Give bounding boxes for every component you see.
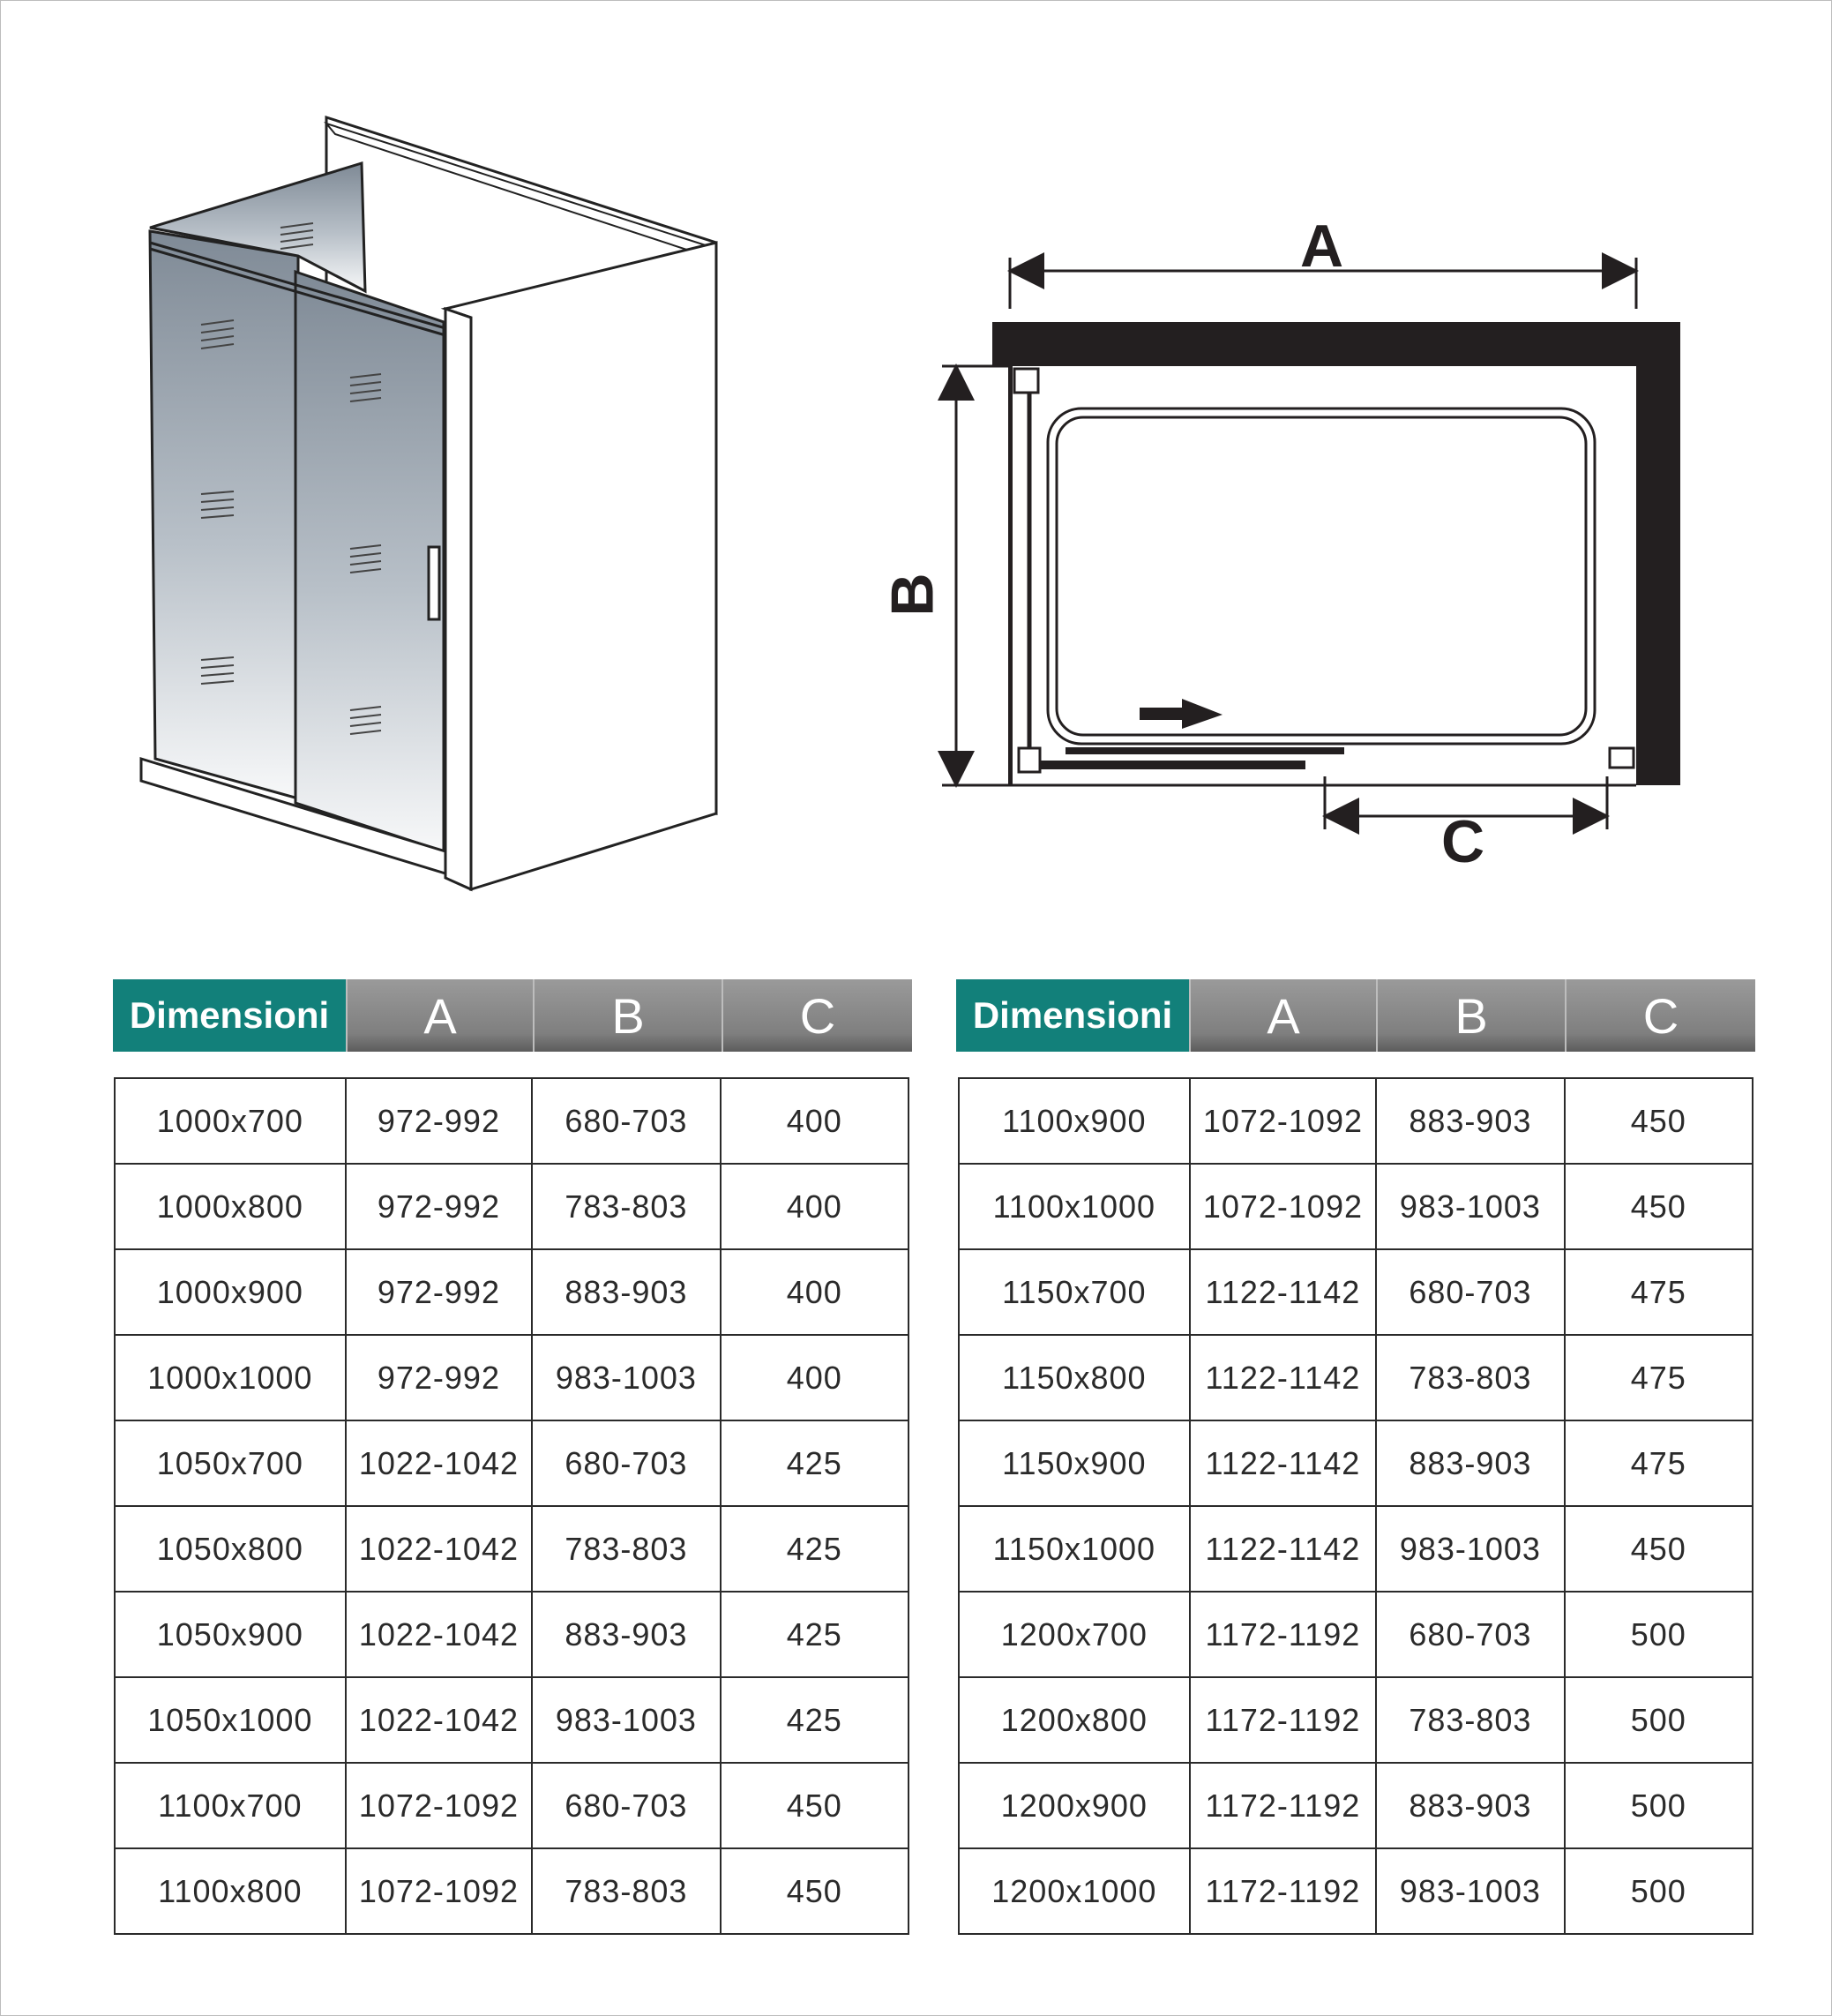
cell-c: 400 — [721, 1078, 909, 1164]
cell-b: 680-703 — [1376, 1249, 1564, 1335]
table-row — [115, 1078, 909, 1164]
dimensions-table-right — [956, 979, 1755, 1937]
dimension-b-label: B — [879, 573, 946, 617]
dimension-a-label: A — [1300, 213, 1344, 280]
cell-b: 983-1003 — [1376, 1848, 1564, 1934]
table-row — [115, 1420, 909, 1506]
table-row — [959, 1164, 1753, 1249]
cell-c: 400 — [721, 1249, 909, 1335]
cell-size: 1150x800 — [959, 1335, 1190, 1420]
header-dimensioni: Dimensioni — [956, 979, 1189, 1052]
cell-size: 1200x900 — [959, 1763, 1190, 1848]
cell-c: 400 — [721, 1164, 909, 1249]
door-handle — [429, 547, 439, 619]
table-header — [113, 979, 912, 1052]
table-row — [959, 1592, 1753, 1677]
dimension-c-label: C — [1441, 808, 1485, 875]
table-row — [959, 1677, 1753, 1763]
cell-b: 783-803 — [1376, 1677, 1564, 1763]
table-row — [959, 1506, 1753, 1592]
header-col-c: C — [722, 979, 912, 1052]
table-row — [115, 1335, 909, 1420]
table-row — [959, 1249, 1753, 1335]
cell-a: 1072-1092 — [346, 1763, 533, 1848]
cell-c: 500 — [1565, 1592, 1753, 1677]
cell-size: 1150x700 — [959, 1249, 1190, 1335]
plan-view-diagram — [891, 207, 1738, 887]
table-row — [115, 1164, 909, 1249]
cell-b: 783-803 — [532, 1848, 720, 1934]
cell-b: 680-703 — [1376, 1592, 1564, 1677]
cell-b: 883-903 — [1376, 1078, 1564, 1164]
cell-a: 1022-1042 — [346, 1506, 533, 1592]
cell-a: 1022-1042 — [346, 1420, 533, 1506]
cell-size: 1000x800 — [115, 1164, 346, 1249]
cell-size: 1000x900 — [115, 1249, 346, 1335]
cell-c: 475 — [1565, 1335, 1753, 1420]
cell-b: 783-803 — [1376, 1335, 1564, 1420]
cell-a: 1072-1092 — [346, 1848, 533, 1934]
cell-c: 500 — [1565, 1848, 1753, 1934]
table-row — [115, 1848, 909, 1934]
header-col-c: C — [1565, 979, 1755, 1052]
table-row — [115, 1763, 909, 1848]
cell-a: 1072-1092 — [1190, 1078, 1377, 1164]
wall-outline — [992, 322, 1680, 785]
cell-a: 1122-1142 — [1190, 1420, 1377, 1506]
cell-c: 500 — [1565, 1763, 1753, 1848]
cell-c: 450 — [721, 1763, 909, 1848]
cell-size: 1000x700 — [115, 1078, 346, 1164]
shower-tray-outline — [1048, 408, 1595, 744]
table-row — [115, 1677, 909, 1763]
cell-size: 1050x700 — [115, 1420, 346, 1506]
table-header — [956, 979, 1755, 1052]
fixed-panel-profile — [1014, 369, 1634, 772]
dimensions-grid-right — [958, 1077, 1753, 1935]
cell-c: 475 — [1565, 1249, 1753, 1335]
shower-enclosure-illustration — [132, 106, 732, 900]
header-col-b: B — [1376, 979, 1565, 1052]
cell-c: 425 — [721, 1420, 909, 1506]
cell-a: 972-992 — [346, 1164, 533, 1249]
cell-size: 1150x900 — [959, 1420, 1190, 1506]
cell-b: 680-703 — [532, 1078, 720, 1164]
table-row — [959, 1848, 1753, 1934]
cell-b: 983-1003 — [1376, 1164, 1564, 1249]
table-row — [959, 1078, 1753, 1164]
cell-size: 1000x1000 — [115, 1335, 346, 1420]
cell-a: 1122-1142 — [1190, 1335, 1377, 1420]
dimensions-grid-left — [114, 1077, 909, 1935]
cell-b: 883-903 — [532, 1592, 720, 1677]
cell-c: 450 — [1565, 1506, 1753, 1592]
header-dimensioni: Dimensioni — [113, 979, 346, 1052]
cell-b: 783-803 — [532, 1506, 720, 1592]
cell-a: 1072-1092 — [1190, 1164, 1377, 1249]
header-col-b: B — [533, 979, 722, 1052]
cell-size: 1100x1000 — [959, 1164, 1190, 1249]
cell-c: 450 — [721, 1848, 909, 1934]
cell-b: 883-903 — [532, 1249, 720, 1335]
dimension-b-line — [942, 366, 1013, 785]
table-row — [959, 1763, 1753, 1848]
header-col-a: A — [1189, 979, 1376, 1052]
cell-a: 1172-1192 — [1190, 1763, 1377, 1848]
cell-c: 500 — [1565, 1677, 1753, 1763]
dimensions-table-left — [113, 979, 912, 1937]
cell-c: 425 — [721, 1506, 909, 1592]
table-row — [115, 1249, 909, 1335]
table-row — [115, 1592, 909, 1677]
cell-b: 883-903 — [1376, 1420, 1564, 1506]
cell-c: 425 — [721, 1592, 909, 1677]
cell-a: 972-992 — [346, 1249, 533, 1335]
cell-a: 1172-1192 — [1190, 1848, 1377, 1934]
header-col-a: A — [346, 979, 533, 1052]
cell-size: 1200x1000 — [959, 1848, 1190, 1934]
cell-a: 1022-1042 — [346, 1677, 533, 1763]
cell-a: 1122-1142 — [1190, 1249, 1377, 1335]
cell-b: 983-1003 — [532, 1677, 720, 1763]
cell-a: 1122-1142 — [1190, 1506, 1377, 1592]
cell-size: 1100x700 — [115, 1763, 346, 1848]
cell-size: 1200x800 — [959, 1677, 1190, 1763]
cell-size: 1050x900 — [115, 1592, 346, 1677]
cell-a: 1022-1042 — [346, 1592, 533, 1677]
cell-c: 425 — [721, 1677, 909, 1763]
cell-b: 680-703 — [532, 1763, 720, 1848]
cell-a: 972-992 — [346, 1078, 533, 1164]
cell-b: 983-1003 — [532, 1335, 720, 1420]
cell-c: 450 — [1565, 1078, 1753, 1164]
table-row — [959, 1420, 1753, 1506]
cell-b: 680-703 — [532, 1420, 720, 1506]
cell-size: 1200x700 — [959, 1592, 1190, 1677]
cell-c: 400 — [721, 1335, 909, 1420]
cell-b: 783-803 — [532, 1164, 720, 1249]
table-row — [959, 1335, 1753, 1420]
sliding-door-panels — [1041, 747, 1344, 769]
cell-size: 1050x800 — [115, 1506, 346, 1592]
slide-direction-arrow — [1140, 699, 1223, 729]
cell-b: 883-903 — [1376, 1763, 1564, 1848]
cell-size: 1100x800 — [115, 1848, 346, 1934]
cell-size: 1050x1000 — [115, 1677, 346, 1763]
cell-c: 450 — [1565, 1164, 1753, 1249]
cell-b: 983-1003 — [1376, 1506, 1564, 1592]
cell-a: 972-992 — [346, 1335, 533, 1420]
cell-c: 475 — [1565, 1420, 1753, 1506]
cell-size: 1100x900 — [959, 1078, 1190, 1164]
cell-a: 1172-1192 — [1190, 1592, 1377, 1677]
table-row — [115, 1506, 909, 1592]
cell-size: 1150x1000 — [959, 1506, 1190, 1592]
cell-a: 1172-1192 — [1190, 1677, 1377, 1763]
